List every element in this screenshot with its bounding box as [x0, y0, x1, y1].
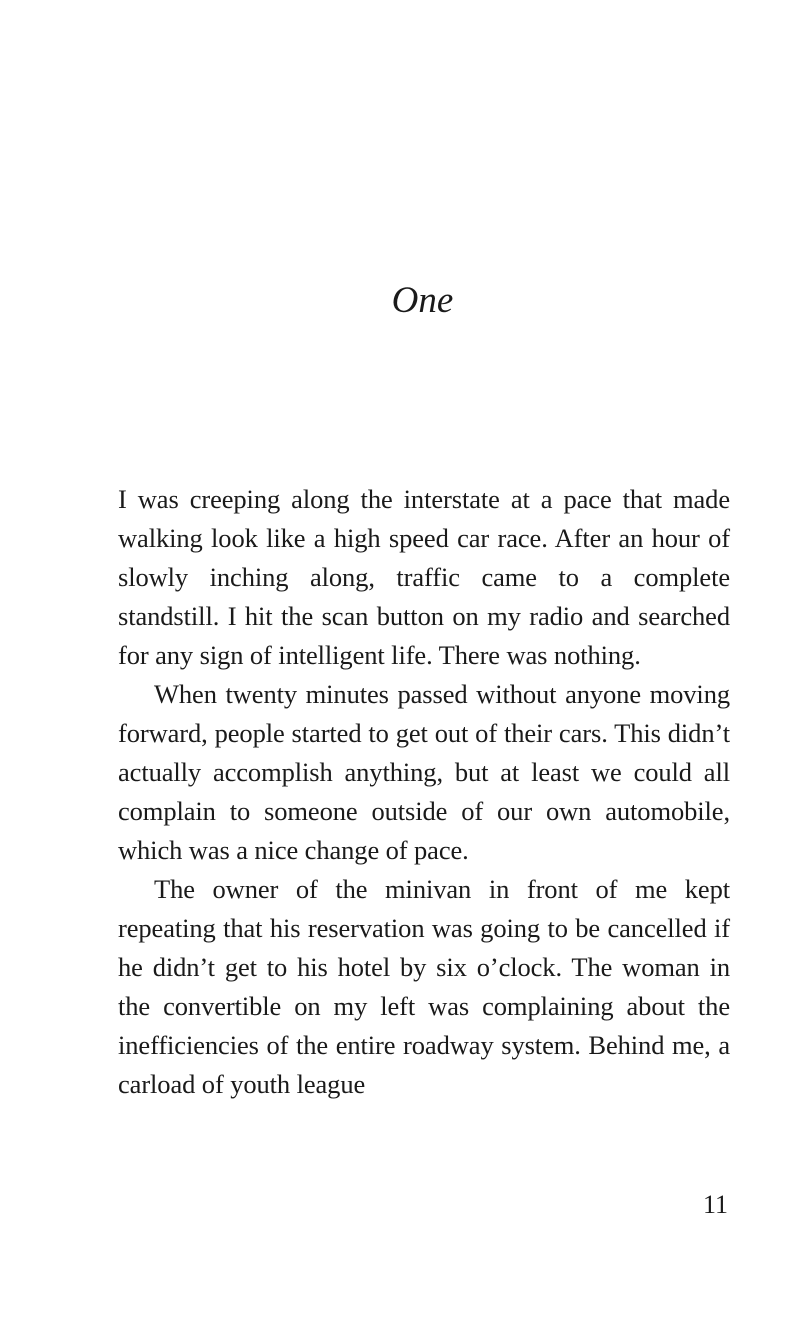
- paragraph-3: The owner of the minivan in front of me kept repeating that his reservation was going to be cancelled if he didn’t get to his hotel by six o’clock. The woman in the convertible on my left was complaining about the inefficiencies of the entire roadway system. Behind me, a carload of youth league: [118, 874, 730, 1099]
- chapter-title: One: [391, 280, 454, 321]
- paragraph-1: I was creeping along the interstate at a pace that made walking look like a high speed car race. After an hour of slowly inching along, traffic came to a complete standstill. I hit the scan button on my radio and searched for any sign of intelligent life. There was nothing.: [118, 484, 730, 670]
- paragraph-2: When twenty minutes passed without anyone moving forward, people started to get out of their cars. This didn’t actually accomplish anything, but at least we could all complain to someone outside of our own automobile, which was a nice change of pace.: [118, 679, 730, 865]
- page-number: 11: [702, 1190, 728, 1219]
- chapter-body: [118, 480, 730, 1104]
